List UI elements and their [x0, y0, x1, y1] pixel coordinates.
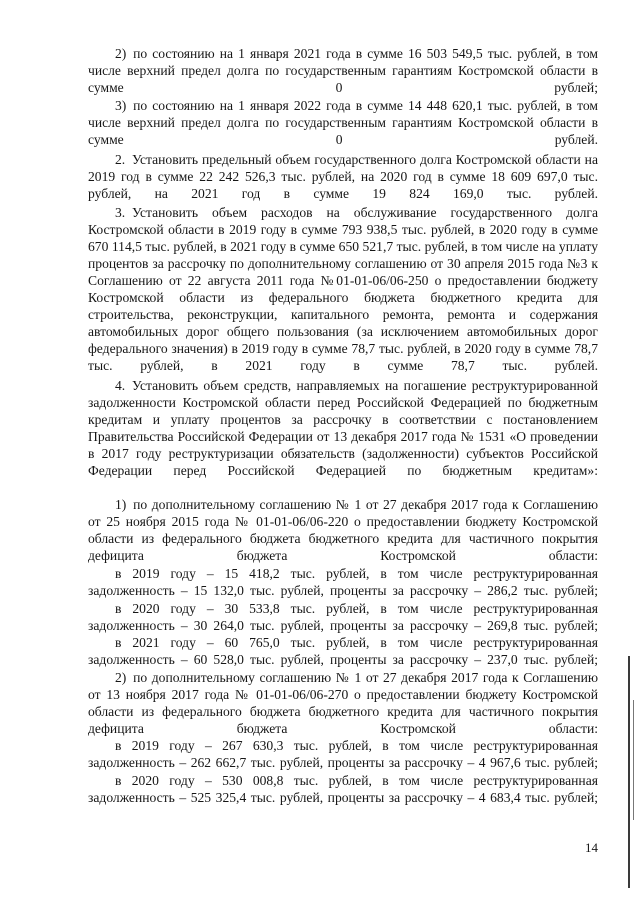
scan-edge-line-secondary	[633, 700, 634, 820]
scan-edge-line	[628, 656, 630, 888]
paragraph-agreement-2-2020: в 2020 году – 530 008,8 тыс. рублей, в том числе реструктурированная задолженность – 525 325,4 тыс. рублей, проценты за рассрочку – 4 683,4 тыс. рублей;	[88, 773, 598, 805]
paragraph-agreement-2-2019: в 2019 году – 267 630,3 тыс. рублей, в том числе реструктурированная задолженность – 262 662,7 тыс. рублей, проценты за рассрочку – 4 967,6 тыс. рублей;	[88, 738, 598, 770]
page-number: 14	[585, 840, 598, 855]
paragraph-debt-service-expenses: 3. Установить объем расходов на обслуживание государственного долга Костромской области в 2019 году в сумме 793 938,5 тыс. рублей, в 2020 году в сумме 670 114,5 тыс. рублей, в 2021 году в сумме 650 521,7 тыс. рублей, в том числе на уплату процентов за рассрочку по дополнительному соглашению от 30 апреля 2015 года №3 к Соглашению от 22 августа 2011 года №01-01-06/06-250 о предоставлении бюджету Костромской области из федерального бюджета бюджетного кредита для строительства, реконструкции, капитального ремонта, ремонта и содержания автомобильных дорог общего пользования (за исключением автомобильных дорог федерального значения) в 2019 году в сумме 78,7 тыс. рублей, в 2020 году в сумме 78,7 тыс. рублей, в 2021 году в сумме 78,7 тыс. рублей.	[88, 205, 598, 373]
paragraph-agreement-1-2021: в 2021 году – 60 765,0 тыс. рублей, в том числе реструктурированная задолженность – 60 528,0 тыс. рублей, проценты за рассрочку – 237,0 тыс. рублей;	[88, 635, 598, 667]
paragraph-agreement-1: 1) по дополнительному соглашению № 1 от 27 декабря 2017 года к Соглашению от 25 ноября 2015 года № 01-01-06/06-220 о предоставлении бюджету Костромской области из федерального бюджета бюджетного кредита для частичного покрытия дефицита бюджета Костромской области:	[88, 497, 598, 563]
paragraph-max-debt-volume: 2. Установить предельный объем государственного долга Костромской области на 2019 год в сумме 22 242 526,3 тыс. рублей, на 2020 год в сумме 18 609 697,0 тыс. рублей, на 2021 год в сумме 19 824 169,0 тыс. рублей.	[88, 152, 598, 201]
paragraph-debt-limit-2022: 3) по состоянию на 1 января 2022 года в сумме 14 448 620,1 тыс. рублей, в том числе верхний предел долга по государственным гарантиям Костромской области в сумме 0 рублей.	[88, 98, 598, 147]
paragraph-restructured-debt: 4. Установить объем средств, направляемых на погашение реструктурированной задолженности Костромской области перед Российской Федерацией по бюджетным кредитам и уплату процентов за рассрочку в соответствии с постановлением Правительства Российской Федерации от 13 декабря 2017 года № 1531 «О проведении в 2017 году реструктуризации обязательств (задолженности) субъектов Российской Федерации перед Российской Федерацией по бюджетным кредитам»:	[88, 378, 598, 478]
paragraph-agreement-1-2019: в 2019 году – 15 418,2 тыс. рублей, в том числе реструктурированная задолженность – 15 132,0 тыс. рублей, проценты за рассрочку – 286,2 тыс. рублей;	[88, 566, 598, 598]
paragraph-agreement-2: 2) по дополнительному соглашению № 1 от 27 декабря 2017 года к Соглашению от 13 ноября 2017 года № 01-01-06/06-270 о предоставлении бюджету Костромской области из федерального бюджета бюджетного кредита для частичного покрытия дефицита бюджета Костромской области:	[88, 670, 598, 736]
paragraph-debt-limit-2021: 2) по состоянию на 1 января 2021 года в сумме 16 503 549,5 тыс. рублей, в том числе верхний предел долга по государственным гарантиям Костромской области в сумме 0 рублей;	[88, 46, 598, 95]
paragraph-agreement-1-2020: в 2020 году – 30 533,8 тыс. рублей, в том числе реструктурированная задолженность – 30 264,0 тыс. рублей, проценты за рассрочку – 269,8 тыс. рублей;	[88, 601, 598, 633]
